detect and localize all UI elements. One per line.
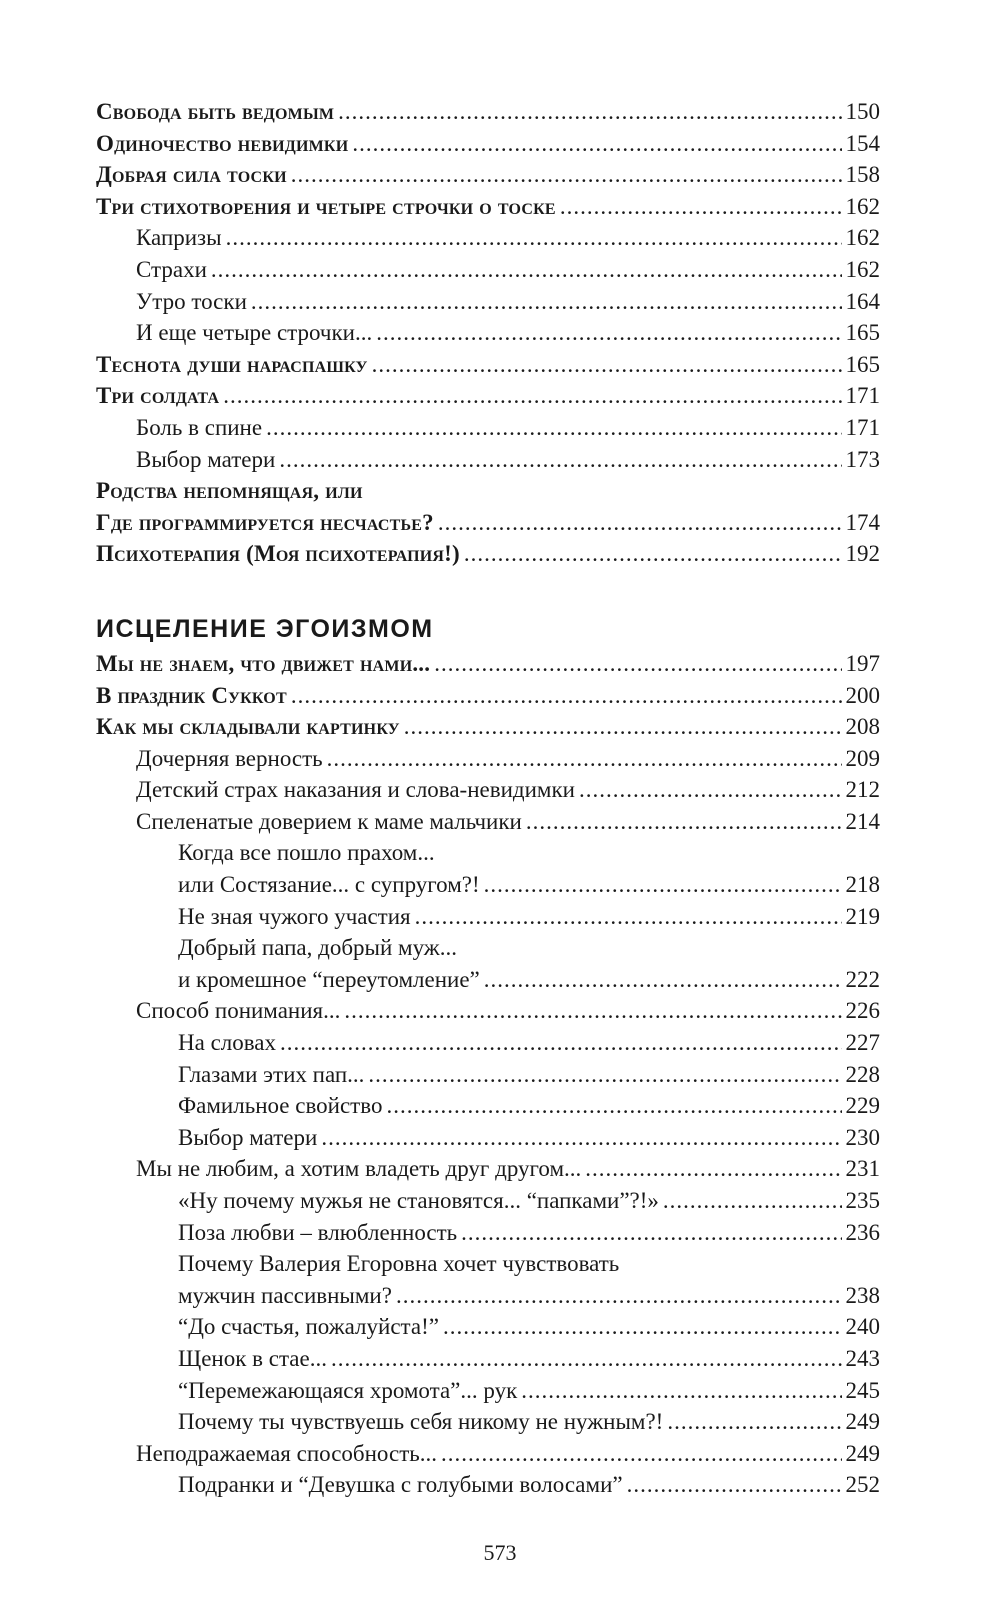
dot-leader	[344, 995, 841, 1027]
toc-entry	[96, 1406, 880, 1438]
toc-entry	[96, 191, 880, 223]
toc-entry	[96, 538, 880, 570]
dot-leader	[441, 1438, 842, 1470]
dot-leader	[327, 743, 842, 775]
toc-entry-title: Три стихотворения и четыре строчки о тоске	[96, 193, 556, 219]
toc-entry-page: 214	[845, 808, 880, 834]
dot-leader	[331, 1343, 842, 1375]
dot-leader	[415, 901, 842, 933]
toc-entry-page: 219	[845, 903, 880, 929]
toc-entry-page: 162	[845, 256, 880, 282]
toc-entry	[96, 507, 880, 539]
toc-part-2	[96, 648, 880, 1501]
toc-entry-page: 165	[845, 351, 880, 377]
toc-entry-page: 154	[845, 130, 880, 156]
toc-entry-title: Способ понимания...	[136, 998, 341, 1024]
dot-leader	[627, 1469, 842, 1501]
dot-leader	[579, 774, 842, 806]
dot-leader	[484, 964, 842, 996]
toc-entry	[96, 1469, 880, 1501]
toc-entry-title: Мы не знаем, что движет нами...	[96, 650, 431, 676]
toc-entry-page: 171	[845, 414, 880, 440]
dot-leader	[279, 444, 841, 476]
toc-entry-page: 158	[845, 162, 880, 188]
toc-entry-title: Утро тоски	[136, 288, 247, 314]
toc-entry-title: Неподражаемая способность...	[136, 1440, 437, 1466]
toc-entry	[96, 475, 880, 507]
toc-entry-title: Не зная чужого участия	[178, 903, 411, 929]
dot-leader	[526, 806, 842, 838]
dot-leader	[291, 159, 842, 191]
toc-entry-title: Почему Валерия Егоровна хочет чувствовать	[178, 1251, 620, 1277]
toc-entry-title: Детский страх наказания и слова-невидимки	[136, 777, 575, 803]
toc-entry-title: Дочерняя верность	[136, 745, 323, 771]
toc-entry-page: 192	[845, 541, 880, 567]
toc-entry	[96, 1090, 880, 1122]
toc-entry-page: 165	[845, 320, 880, 346]
toc-entry-title: Родства непомнящая, или	[96, 478, 363, 504]
toc-entry-title: мужчин пассивными?	[178, 1282, 392, 1308]
toc-entry	[96, 1027, 880, 1059]
dot-leader	[338, 96, 841, 128]
toc-entry-page: 162	[845, 225, 880, 251]
dot-leader	[461, 1217, 841, 1249]
toc-entry	[96, 1185, 880, 1217]
dot-leader	[464, 538, 842, 570]
toc-entry-title: На словах	[178, 1030, 277, 1056]
toc-entry	[96, 680, 880, 712]
dot-leader	[266, 412, 841, 444]
toc-entry-title: Поза любви – влюбленность	[178, 1219, 458, 1245]
toc-entry-page: 238	[845, 1282, 880, 1308]
toc-entry-title: Добрая сила тоски	[96, 162, 287, 188]
toc-entry-page: 249	[845, 1409, 880, 1435]
toc-entry	[96, 648, 880, 680]
toc-entry-page: 231	[845, 1156, 880, 1182]
toc-entry-title: Спеленатые доверием к маме мальчики	[136, 808, 522, 834]
toc-entry	[96, 932, 880, 964]
toc-entry-page: 226	[845, 998, 880, 1024]
toc-entry-page: 236	[845, 1219, 880, 1245]
toc-entry-title: Подранки и “Девушка с голубыми волосами”	[178, 1472, 623, 1498]
toc-entry-page: 208	[845, 714, 880, 740]
dot-leader	[386, 1090, 841, 1122]
toc-entry-page: 150	[845, 99, 880, 124]
toc-entry-title: “До счастья, пожалуйста!”	[178, 1314, 439, 1340]
toc-entry-page: 200	[845, 682, 880, 708]
toc-entry	[96, 995, 880, 1027]
toc-entry-title: Как мы складывали картинку	[96, 714, 400, 740]
dot-leader	[434, 648, 841, 680]
toc-entry-page: 245	[845, 1377, 880, 1403]
toc-entry	[96, 444, 880, 476]
toc-entry	[96, 964, 880, 996]
toc-entry-page: 197	[845, 650, 880, 676]
toc-entry-page: 162	[845, 193, 880, 219]
toc-entry-title: Три солдата	[96, 383, 220, 409]
toc-entry-title: Страхи	[136, 256, 207, 282]
dot-leader	[223, 380, 841, 412]
dot-leader	[667, 1406, 841, 1438]
toc-entry	[96, 349, 880, 381]
toc-entry-page: 171	[845, 383, 880, 409]
dot-leader	[663, 1185, 842, 1217]
table-of-contents	[96, 96, 880, 1501]
toc-entry-page: 227	[845, 1030, 880, 1056]
toc-entry-page: 230	[845, 1124, 880, 1150]
toc-entry-title: “Перемежающаяся хромота”... рук	[178, 1377, 518, 1403]
toc-entry	[96, 1311, 880, 1343]
toc-entry-page: 222	[845, 966, 880, 992]
dot-leader	[321, 1122, 841, 1154]
toc-entry-title: и кромешное “переутомление”	[178, 966, 480, 992]
toc-entry-page: 252	[845, 1472, 880, 1498]
toc-entry	[96, 837, 880, 869]
dot-leader	[396, 1280, 842, 1312]
dot-leader	[291, 680, 842, 712]
toc-entry	[96, 1248, 880, 1280]
toc-entry-title: Мы не любим, а хотим владеть друг другом...	[136, 1156, 582, 1182]
toc-entry-page: 209	[845, 745, 880, 771]
dot-leader	[211, 254, 842, 286]
toc-entry	[96, 222, 880, 254]
toc-entry-title: или Состязание... с супругом?!	[178, 872, 480, 898]
toc-entry	[96, 711, 880, 743]
dot-leader	[280, 1027, 841, 1059]
toc-entry	[96, 380, 880, 412]
toc-entry-page: 235	[845, 1188, 880, 1213]
dot-leader	[372, 349, 842, 381]
toc-entry	[96, 1280, 880, 1312]
toc-entry-title: Капризы	[136, 225, 222, 251]
toc-entry-title: И еще четыре строчки...	[136, 320, 373, 346]
dot-leader	[585, 1153, 841, 1185]
toc-entry-title: Когда все пошло прахом...	[178, 840, 435, 866]
toc-entry-title: Боль в спине	[136, 414, 263, 440]
toc-entry	[96, 1122, 880, 1154]
toc-entry	[96, 317, 880, 349]
toc-entry	[96, 901, 880, 933]
toc-entry-title: Выбор матери	[136, 446, 276, 472]
toc-entry	[96, 743, 880, 775]
toc-entry	[96, 1438, 880, 1470]
toc-entry	[96, 774, 880, 806]
dot-leader	[376, 317, 841, 349]
dot-leader	[521, 1375, 841, 1407]
toc-entry-title: Щенок в стае...	[178, 1345, 327, 1371]
dot-leader	[404, 711, 842, 743]
toc-entry-page: 173	[845, 446, 880, 472]
section-title: ИСЦЕЛЕНИЕ ЭГОИЗМОМ	[96, 614, 434, 643]
spacer	[96, 570, 880, 600]
toc-entry-title: Добрый папа, добрый муж...	[178, 935, 457, 961]
toc-entry	[96, 1059, 880, 1091]
toc-entry-page: 240	[845, 1314, 880, 1340]
toc-entry-title: Одиночество невидимки	[96, 130, 349, 156]
toc-entry-title: Где программируется несчастье?	[96, 509, 434, 535]
toc-entry-page: 212	[845, 777, 880, 803]
toc-entry-title: Почему ты чувствуешь себя никому не нужным?!	[178, 1409, 664, 1435]
toc-entry-page: 229	[845, 1093, 880, 1119]
toc-entry-title: В праздник Суккот	[96, 682, 287, 708]
toc-entry-title: Выбор матери	[178, 1124, 318, 1150]
dot-leader	[251, 286, 842, 318]
toc-entry	[96, 254, 880, 286]
toc-entry-title: «Ну почему мужья не становятся... “папками”?!»	[178, 1188, 659, 1213]
toc-entry-page: 228	[845, 1061, 880, 1087]
toc-entry	[96, 159, 880, 191]
toc-entry	[96, 1343, 880, 1375]
toc-entry	[96, 869, 880, 901]
toc-entry-page: 218	[845, 872, 880, 898]
toc-entry	[96, 1153, 880, 1185]
toc-part-1	[96, 96, 880, 570]
toc-entry-page: 164	[845, 288, 880, 314]
dot-leader	[226, 222, 842, 254]
toc-entry-title: Глазами этих пап...	[178, 1061, 365, 1087]
toc-entry	[96, 412, 880, 444]
toc-entry	[96, 286, 880, 318]
toc-entry-page: 249	[845, 1440, 880, 1466]
toc-entry-page: 243	[845, 1345, 880, 1371]
toc-entry-title: Психотерапия (Моя психотерапия!)	[96, 541, 460, 567]
toc-entry	[96, 1217, 880, 1249]
dot-leader	[443, 1311, 842, 1343]
dot-leader	[560, 191, 842, 223]
dot-leader	[438, 507, 842, 539]
toc-entry	[96, 1375, 880, 1407]
toc-entry	[96, 806, 880, 838]
toc-entry-title: Фамильное свойство	[178, 1093, 383, 1119]
toc-entry-title: Свобода быть ведомым	[96, 99, 335, 124]
toc-entry-page: 174	[845, 509, 880, 535]
page-number: 573	[483, 1540, 517, 1565]
dot-leader	[484, 869, 842, 901]
toc-entry	[96, 128, 880, 160]
dot-leader	[352, 128, 841, 160]
dot-leader	[368, 1059, 841, 1091]
toc-entry-title: Теснота души нараспашку	[96, 351, 368, 377]
toc-entry	[96, 96, 880, 128]
